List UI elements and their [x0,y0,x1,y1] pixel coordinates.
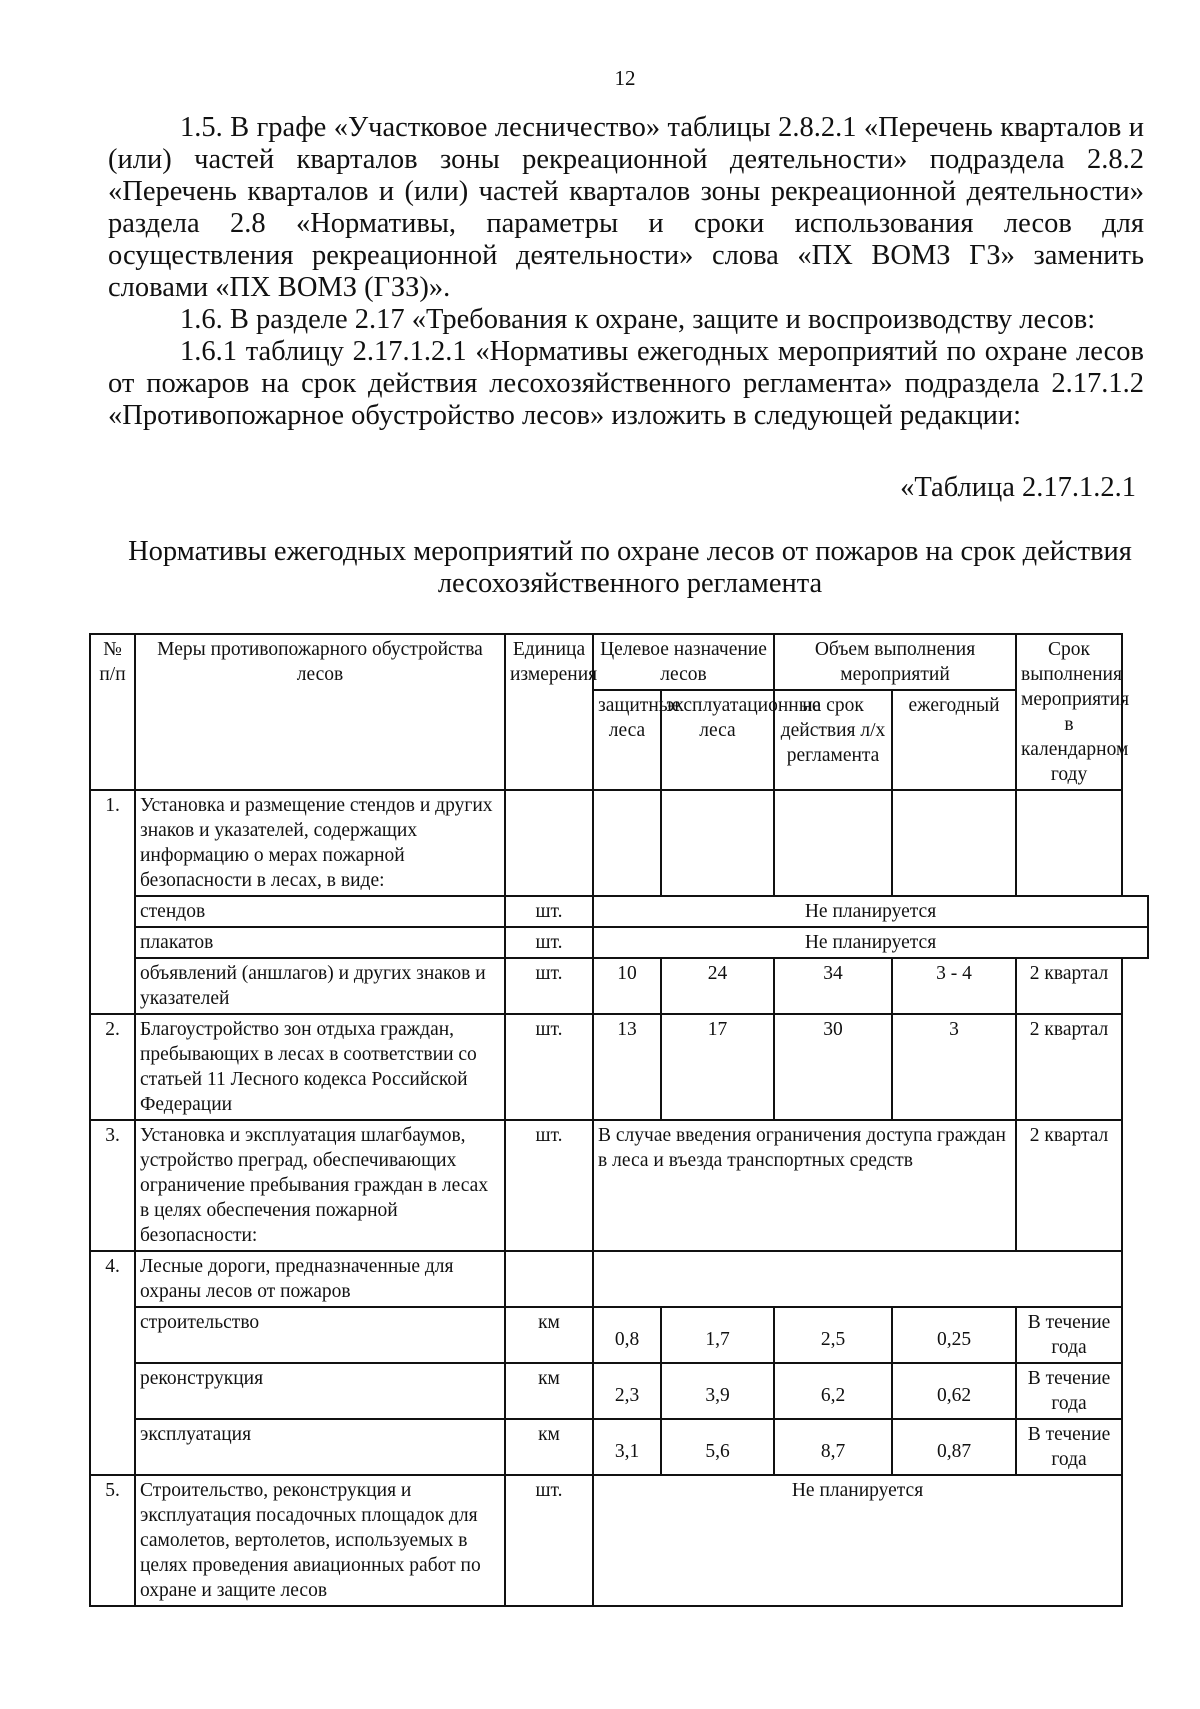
row-measure: эксплуатация [135,1419,505,1475]
row-number: 1. [90,790,135,1014]
row-measure: Установка и размещение стендов и других знаков и указателей, содержащих информацию о мерах пожарной безопасности в лесах, в виде: [135,790,505,896]
value-deadline: В течение года [1016,1419,1122,1475]
row-unit: км [505,1307,593,1363]
empty-cell [593,1251,1122,1307]
paragraph-1-5: 1.5. В графе «Участковое лесничество» таблицы 2.8.2.1 «Перечень кварталов и (или) частей кварталов зоны рекреационной деятельности» подраздела 2.8.2 «Перечень кварталов и (или) частей кварталов зоны рекреационной деятельности» раздела 2.8 «Нормативы, параметры и сроки использования лесов для осуществления рекреационной деятельности» слова «ПХ ВОМЗ ГЗ» заменить словами «ПХ ВОМЗ (ГЗЗ)». [108,112,1144,303]
header-purpose: Целевое назначение лесов [593,634,774,690]
empty-cell [1016,790,1122,896]
row-number: 4. [90,1251,135,1475]
value-protective: 2,3 [593,1363,661,1419]
value-exploitation: 17 [661,1014,774,1120]
empty-cell [774,790,892,896]
table-row [90,1475,1148,1606]
table-row [90,1363,1148,1419]
paragraph-1-6-1: 1.6.1 таблицу 2.17.1.2.1 «Нормативы ежегодных мероприятий по охране лесов от пожаров на срок действия лесохозяйственного регламента» подраздела 2.17.1.2 «Противопожарное обустройство лесов» изложить в следующей редакции: [108,336,1144,431]
row-unit: шт. [505,1475,593,1606]
row-measure: стендов [135,896,505,927]
row-measure: реконструкция [135,1363,505,1419]
value-per-term: 6,2 [774,1363,892,1419]
header-row-1 [90,634,1148,690]
table-row [90,958,1148,1014]
table-row [90,927,1148,958]
value-annual: 0,87 [892,1419,1016,1475]
page-number: 12 [614,66,636,90]
row-unit: шт. [505,1120,593,1251]
value-protective: 0,8 [593,1307,661,1363]
header-volume: Объем выполнения мероприятий [774,634,1016,690]
value-per-term: 30 [774,1014,892,1120]
row-unit: км [505,1363,593,1419]
value-annual: 0,62 [892,1363,1016,1419]
row-number: 2. [90,1014,135,1120]
header-protective: защитные леса [593,690,661,790]
value-deadline: В течение года [1016,1363,1122,1419]
row-measure: Строительство, реконструкция и эксплуатация посадочных площадок для самолетов, вертолетов, используемых в целях проведения авиационных работ по охране и защите лесов [135,1475,505,1606]
row-unit: шт. [505,927,593,958]
value-annual: 0,25 [892,1307,1016,1363]
value-protective: 13 [593,1014,661,1120]
row-unit: шт. [505,896,593,927]
table-label: «Таблица 2.17.1.2.1 [900,472,1136,503]
empty-cell [593,790,661,896]
table-row [90,1251,1148,1307]
row-number: 5. [90,1475,135,1606]
value-deadline: В течение года [1016,1307,1122,1363]
row-measure: строительство [135,1307,505,1363]
value-protective: 3,1 [593,1419,661,1475]
value-exploitation: 24 [661,958,774,1014]
row-number: 3. [90,1120,135,1251]
header-unit: Единица измерения [505,634,593,790]
table-row [90,1419,1148,1475]
value-protective: 10 [593,958,661,1014]
fire-protection-table [89,633,1149,1607]
merged-note: Не планируется [593,927,1148,958]
merged-note: Не планируется [593,1475,1122,1606]
value-exploitation: 1,7 [661,1307,774,1363]
header-deadline: Срок выполнения мероприятия в календарном году [1016,634,1122,790]
value-per-term: 2,5 [774,1307,892,1363]
table-row [90,1120,1148,1251]
value-annual: 3 [892,1014,1016,1120]
paragraph-1-6: 1.6. В разделе 2.17 «Требования к охране, защите и воспроизводству лесов: [180,304,1096,335]
merged-note: В случае введения ограничения доступа граждан в леса и въезда транспортных средств [593,1120,1016,1251]
row-measure: Лесные дороги, предназначенные для охраны лесов от пожаров [135,1251,505,1307]
row-measure: объявлений (аншлагов) и других знаков и указателей [135,958,505,1014]
empty-cell [505,1251,593,1307]
row-unit: шт. [505,1014,593,1120]
row-measure: Установка и эксплуатация шлагбаумов, устройство преград, обеспечивающих ограничение пребывания граждан в лесах в целях обеспечения пожарной безопасности: [135,1120,505,1251]
value-deadline: 2 квартал [1016,1120,1122,1251]
empty-cell [661,790,774,896]
header-measures: Меры противопожарного обустройства лесов [135,634,505,790]
empty-cell [505,790,593,896]
table-row [90,790,1148,896]
row-measure: Благоустройство зон отдыха граждан, пребывающих в лесах в соответствии со статьей 11 Лесного кодекса Российской Федерации [135,1014,505,1120]
merged-note: Не планируется [593,896,1148,927]
empty-cell [892,790,1016,896]
header-num: № п/п [90,634,135,790]
table-row [90,1014,1148,1120]
value-deadline: 2 квартал [1016,1014,1122,1120]
value-deadline: 2 квартал [1016,958,1122,1014]
value-exploitation: 3,9 [661,1363,774,1419]
value-per-term: 8,7 [774,1419,892,1475]
value-annual: 3 - 4 [892,958,1016,1014]
value-per-term: 34 [774,958,892,1014]
row-unit: км [505,1419,593,1475]
table-row [90,896,1148,927]
table-row [90,1307,1148,1363]
value-exploitation: 5,6 [661,1419,774,1475]
header-per-term: на срок действия л/х регламента [774,690,892,790]
header-annual: ежегодный [892,690,1016,790]
row-unit: шт. [505,958,593,1014]
header-exploitation: эксплуатационные леса [661,690,774,790]
row-measure: плакатов [135,927,505,958]
table-title: Нормативы ежегодных мероприятий по охране лесов от пожаров на срок действия лесохозяйственного регламента [128,536,1132,599]
